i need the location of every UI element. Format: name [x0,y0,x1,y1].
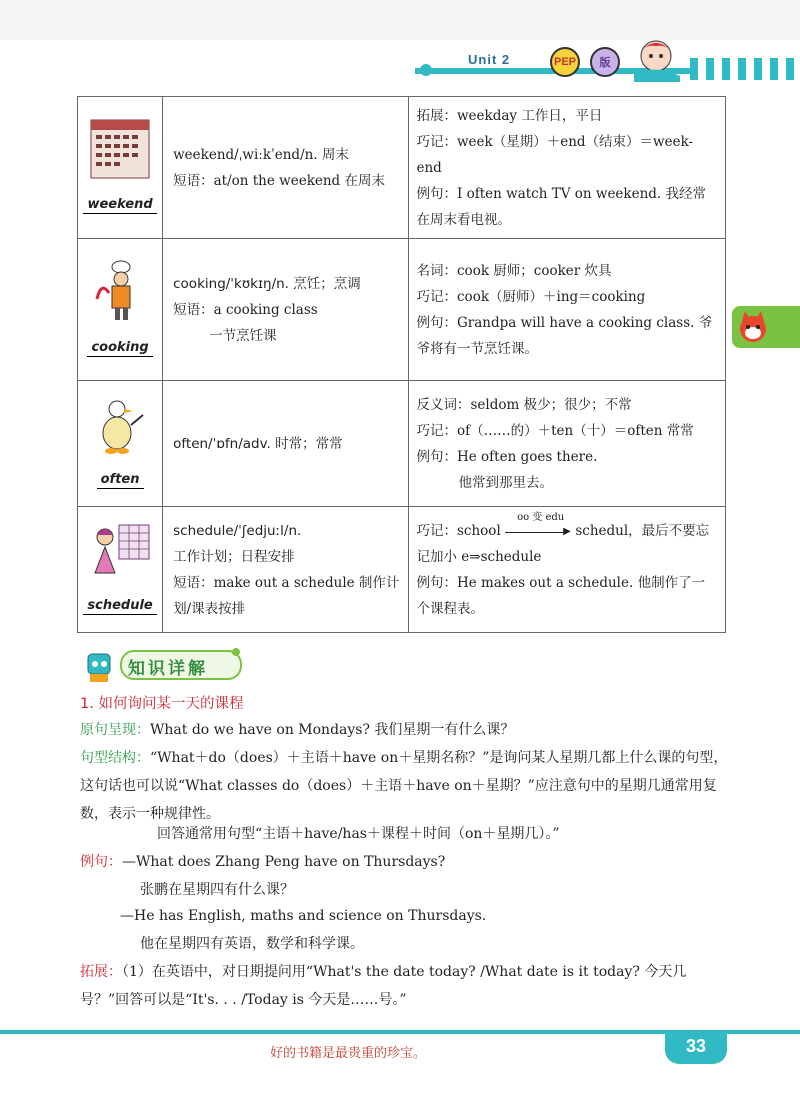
cartoon-girl-icon [620,34,692,84]
definition: weekend/ˌwiːkˈend/n. 周末 [173,146,349,163]
extension-line: 名词：cook 厨师；cooker 炊具 [416,262,612,279]
extension-block [80,958,730,1014]
example-question-translation: 张鹏在星期四有什么课？ [140,882,294,898]
table-row [78,507,726,633]
memory-tip: 巧记：school oo 变 edu ▶ schedul，最后不要忘记加小 e⇒schedule [416,512,710,565]
ribbon-dot [232,648,240,656]
unit-label: Unit 2 [468,52,511,67]
vocab-table [77,96,726,633]
memory-tip: 巧记：of（……的）＋ten（十）＝often 常常 [416,422,694,439]
edition-badge: 版 [590,47,620,77]
definition-cell [163,239,408,381]
robot-mascot-icon [80,650,120,684]
word-label: often [97,472,144,489]
structure-text: “What＋do（does）＋主语＋have on＋星期名称？”是询问某人星期几都上什么课的句型，这句话也可以说“What classes do（does）＋主语＋have on＋星期？”应注意句中的星期几通常用复数，表示一种规律性。 [80,750,728,822]
memory-tip: 巧记：week（星期）＋end（结束）＝week-end [416,133,694,176]
pep-badge: PEP [550,47,580,77]
picture-cell [78,97,163,239]
girl-with-schedule-icon [87,521,153,583]
example-label: 例句： [80,854,122,870]
memory-tip: 巧记：cook（厨师）＋ing＝cooking [416,288,646,305]
extension-cell [408,97,726,239]
example-sentence: 例句：He often goes there. [416,448,598,465]
definition: cooking/ˈkʊkɪŋ/n. 烹饪；烹调 [173,275,361,292]
extension-label: 拓展： [80,964,122,980]
example-sentence: 例句：Grandpa will have a cooking class. 爷爷将有一节烹饪课。 [416,314,713,357]
definition: often/ˈɒfn/adv. 时常；常常 [173,435,343,452]
structure-label: 句型结构： [80,750,150,766]
example-sentence: 例句：He makes out a schedule. 他制作了一个课程表。 [416,574,706,617]
section-heading: 1. 如何询问某一天的课程 [80,696,244,712]
extension-cell [408,239,726,381]
original-label: 原句呈现： [80,722,150,738]
phrase: 短语：a cooking class [173,301,318,318]
example-answer: —He has English, maths and science on Thursdays. [120,908,487,924]
definition-meaning: 工作计划；日程安排 [173,548,295,565]
word-label: weekend [83,197,156,214]
table-row [78,97,726,239]
example-question: —What does Zhang Peng have on Thursdays? [122,854,446,870]
phrase-translation: 一节烹饪课 [209,327,277,344]
footer-motto: 好的书籍是最贵重的珍宝。 [270,1046,427,1061]
definition-cell [163,507,408,633]
table-row [78,239,726,381]
extension-cell [408,507,726,633]
picture-cell [78,507,163,633]
definition-cell [163,381,408,507]
header-dot [420,64,432,76]
structure-answer: 回答通常用句型“主语＋have/has＋课程＋时间（on＋星期几）。” [157,826,560,842]
example-block [80,848,730,876]
arrow-label: oo 变 edu [517,512,565,523]
example-answer-translation: 他在星期四有英语，数学和科学课。 [140,936,364,952]
fox-mascot-icon [736,309,770,345]
page-number: 33 [665,1030,727,1064]
duck-character-icon [87,395,153,457]
phrase: 短语：at/on the weekend 在周末 [173,172,385,189]
calendar-icon [87,118,153,182]
word-label: cooking [87,340,152,357]
section-title: 知识详解 [128,659,208,679]
original-sentence [80,716,730,744]
word-label: schedule [83,598,156,615]
arrow-line [505,532,567,533]
definition: schedule/ˈʃedjuːl/n. [173,522,302,539]
header-checker-pattern [690,58,800,80]
arrow-annotation [505,512,571,538]
example-translation: 他常到那里去。 [458,474,553,491]
original-text: What do we have on Mondays? 我们星期一有什么课？ [150,722,515,738]
extension-cell [408,381,726,507]
arrowhead-icon: ▶ [563,526,571,537]
picture-cell [78,239,163,381]
extension-line: 拓展：weekday 工作日，平日 [416,107,603,124]
extension-text: （1）在英语中，对日期提问用“What's the date today? /What date is it today? 今天几号？”回答可以是“It's. . . /Today is 今天是……号。” [80,964,687,1008]
chef-icon [87,259,153,325]
antonym-line: 反义词：seldom 极少；很少；不常 [416,396,632,413]
picture-cell [78,381,163,507]
definition-cell [163,97,408,239]
table-row [78,381,726,507]
structure-block [80,744,730,828]
phrase: 短语：make out a schedule 制作计划/课表按排 [173,574,400,617]
example-sentence: 例句：I often watch TV on weekend. 我经常在周末看电视。 [416,185,707,228]
